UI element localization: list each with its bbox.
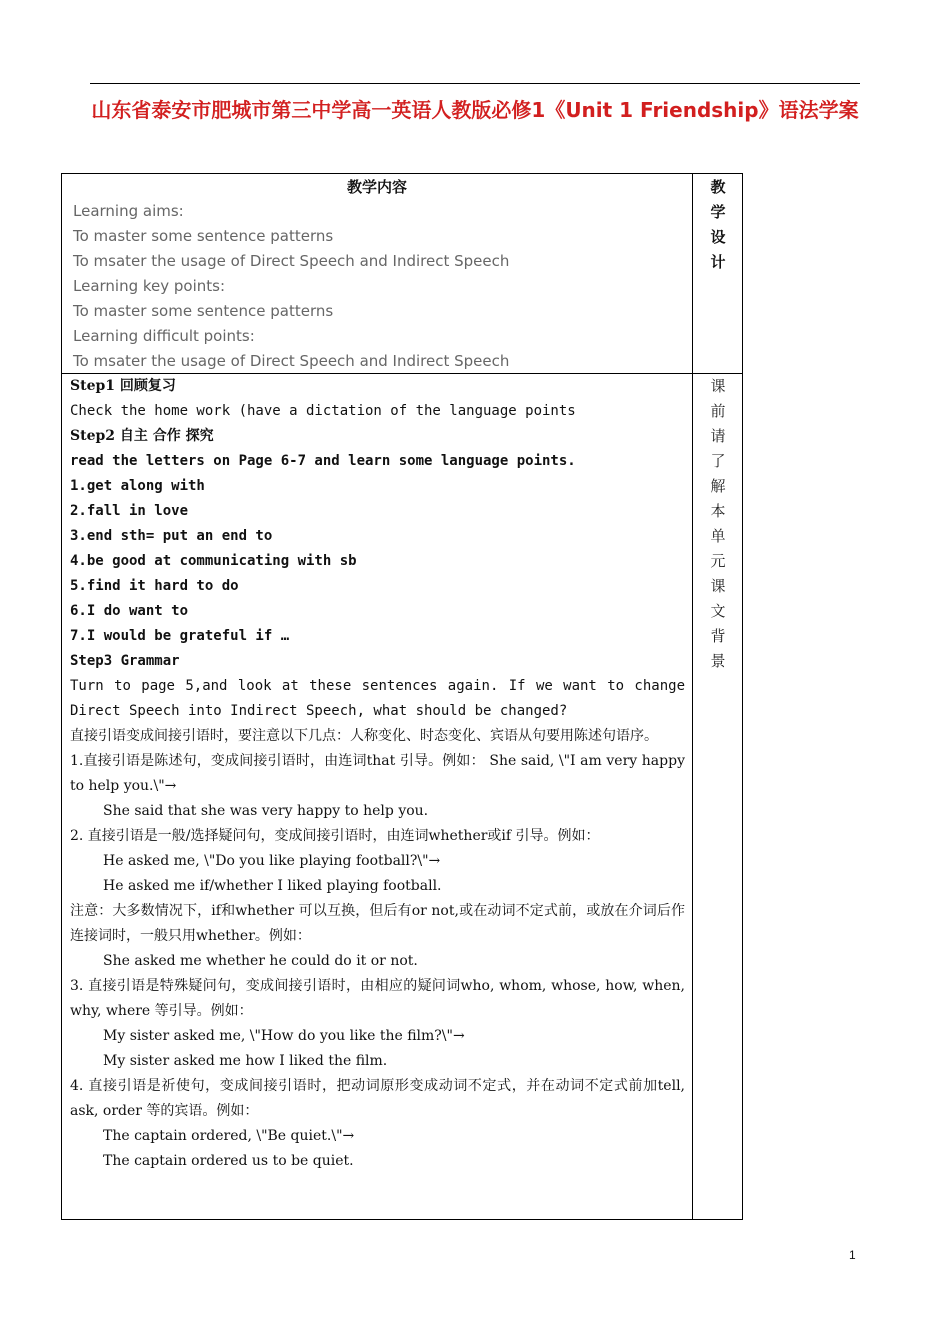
body-line: Check the home work (have a dictation of the language points [70,403,576,419]
vertical-char: 本 [710,502,726,520]
vertical-char: 学 [710,203,726,221]
language-point: 1.get along with [70,478,205,494]
rule-2: 2. 直接引语是一般/选择疑问句，变成间接引语时，由连词whether或if 引导。例如： [70,828,600,844]
lesson-row [62,374,743,1220]
rule-4: 4. 直接引语是祈使句，变成间接引语时，把动词原形变成动词不定式，并在动词不定式前加tell, ask, order 等的宾语。例如： [70,1078,685,1119]
example-line: He asked me, \"Do you like playing football?\"→ [103,853,441,869]
vertical-char: 了 [710,452,726,470]
aims-row [62,174,743,374]
vertical-char: 课 [710,577,726,595]
rule-3: 3. 直接引语是特殊疑问句，变成间接引语时，由相应的疑问词who, whom, whose, how, when, why, where 等引导。例如： [70,978,685,1019]
example-line: My sister asked me, \"How do you like the film?\"→ [103,1028,465,1044]
vertical-char: 背 [710,627,726,645]
example-line: He asked me if/whether I liked playing football. [103,878,442,894]
design-note [693,374,743,674]
note-paragraph: 注意：大多数情况下，if和whether 可以互换，但后有or not,或在动词不定式前，或放在介词后作连接词时，一般只用whether。例如： [70,903,685,944]
aims-line: To master some sentence patterns [73,302,334,320]
vertical-char: 元 [710,552,726,570]
lesson-content-cell [62,374,693,1220]
aims-line: To master some sentence patterns [73,227,334,245]
page-number: 1 [849,1248,856,1262]
language-point: 4.be good at communicating with sb [70,553,357,569]
example-line: She said that she was very happy to help you. [103,803,429,819]
document-title: 山东省泰安市肥城市第三中学高一英语人教版必修1《Unit 1 Friendship》语法学案 [91,98,859,122]
language-point: 5.find it hard to do [70,578,239,594]
body-paragraph: Turn to page 5,and look at these sentences again. If we want to change Direct Speech into Indirect Speech, what should be changed? [70,678,685,719]
aims-line: Learning difficult points: [73,327,255,345]
example-line: The captain ordered, \"Be quiet.\"→ [103,1128,355,1144]
step1-heading: Step1 回顾复习 [70,378,176,394]
header-rule [90,83,860,84]
vertical-char: 单 [710,527,726,545]
example-line: My sister asked me how I liked the film. [103,1053,388,1069]
aims-line: To msater the usage of Direct Speech and Indirect Speech [73,352,510,370]
vertical-char: 景 [710,652,726,670]
rule-1: 1.直接引语是陈述句，变成间接引语时，由连词that 引导。例如： She said, \"I am very happy to help you.\"→ [70,753,685,794]
aims-line: To msater the usage of Direct Speech and Indirect Speech [73,252,510,270]
language-point: 7.I would be grateful if … [70,628,290,644]
vertical-char: 前 [710,402,726,420]
design-header-cell [693,174,743,374]
col-header-design [693,174,743,275]
vertical-char: 计 [710,253,726,271]
vertical-char: 请 [710,427,726,445]
vertical-char: 教 [710,178,726,196]
language-point: 3.end sth= put an end to [70,528,273,544]
language-point: 6.I do want to [70,603,189,619]
step3-heading: Step3 Grammar [70,653,180,669]
body-line: read the letters on Page 6-7 and learn some language points. [70,453,576,469]
vertical-char: 文 [710,602,726,620]
col-header-content: 教学内容 [346,178,407,196]
body-paragraph: 直接引语变成间接引语时，要注意以下几点：人称变化、时态变化、宾语从句要用陈述句语序。 [70,728,658,744]
example-line: She asked me whether he could do it or not. [103,953,418,969]
aims-line: Learning aims: [73,202,184,220]
lesson-body [62,374,692,1219]
aims-list [62,199,692,374]
language-point: 2.fall in love [70,503,189,519]
aims-line: Learning key points: [73,277,226,295]
vertical-char: 设 [710,228,726,246]
step2-heading: Step2 自主 合作 探究 [70,428,214,444]
example-line: The captain ordered us to be quiet. [103,1153,354,1169]
vertical-char: 课 [710,377,726,395]
lesson-table [61,173,743,1220]
design-note-cell [693,374,743,1220]
vertical-char: 解 [710,477,726,495]
content-header-cell [62,174,693,374]
